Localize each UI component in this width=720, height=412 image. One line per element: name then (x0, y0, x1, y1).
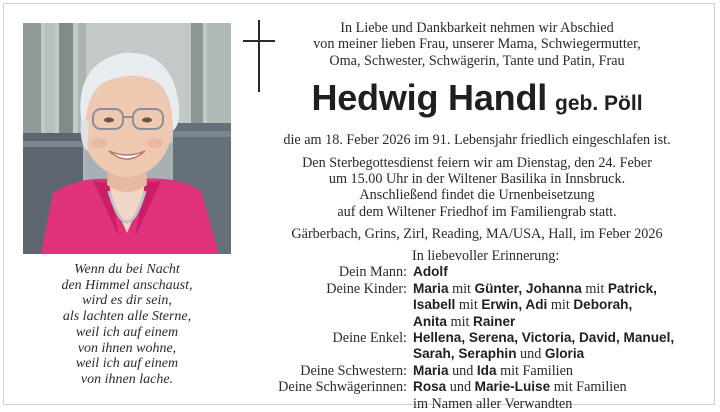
service-line: auf dem Wiltener Friedhof im Familiengrab statt. (337, 203, 617, 220)
relative-label: Deine Schwägerinnen: (278, 379, 407, 396)
connector: mit (452, 280, 471, 297)
intro-line: von meiner lieben Frau, unserer Mama, Schwiegermutter, (313, 36, 641, 53)
connector: mit Familien (500, 362, 573, 379)
service-line: Anschließend findet die Urnenbeisetzung (359, 187, 595, 204)
relative-row-sisters (232, 363, 702, 379)
relative-name: Hellena, Serena, Victoria, David, Manuel, (413, 330, 675, 346)
service-line: Den Sterbegottesdienst feiern wir am Dienstag, den 24. Feber (302, 154, 652, 171)
connector: und (520, 346, 542, 363)
birth-name: geb. Pöll (555, 92, 643, 116)
poem (23, 262, 231, 388)
portrait-photo (23, 23, 231, 254)
deceased-name-line (256, 78, 698, 126)
relative-row-husband (232, 264, 702, 280)
relative-name: Rosa (413, 379, 447, 395)
relative-name: Deborah, (573, 297, 633, 313)
relative-name: Erwin, Adi (481, 297, 548, 313)
relative-label: Deine Schwestern: (300, 362, 407, 379)
relative-row-children (232, 281, 702, 297)
intro-line: Oma, Schwester, Schwägerin, Tante und Patin, Frau (329, 52, 625, 69)
poem-line: von ihnen lache. (80, 371, 174, 387)
connector: mit (450, 313, 470, 330)
relative-name: Ida (476, 362, 497, 378)
relative-row-sisters-in-law (232, 379, 702, 395)
relative-name: Sarah, Seraphin (413, 346, 517, 362)
poem-line: wird es dir sein, (82, 293, 172, 309)
relative-row-grandchildren-cont (232, 346, 702, 362)
closing-line: im Namen aller Verwandten (413, 395, 573, 412)
relative-name: Rainer (473, 313, 516, 329)
relative-row-grandchildren (232, 330, 702, 346)
connector: mit (458, 297, 478, 314)
relative-name: Maria (413, 362, 449, 378)
remembrance-heading: In liebevoller Erinnerung: (412, 248, 560, 264)
connector: mit (585, 280, 605, 297)
poem-line: Wenn du bei Nacht (74, 262, 180, 277)
poem-line: weil ich auf einem (75, 324, 179, 340)
poem-line: den Himmel anschaust, (61, 277, 193, 293)
relative-name: Günter, Johanna (474, 280, 582, 296)
poem-line: weil ich auf einem (75, 356, 179, 372)
deceased-name: Hedwig Handl (311, 77, 548, 119)
connector: mit Familien (553, 379, 627, 396)
notice-text (256, 20, 698, 243)
relative-name: Patrick, (607, 280, 657, 296)
intro-line: In Liebe und Dankbarkeit nehmen wir Abschied (340, 20, 614, 36)
service-line: um 15.00 Uhr in der Wiltener Basilika in Innsbruck. (328, 171, 626, 188)
relative-name: Adolf (413, 264, 448, 280)
relative-row-children-cont (232, 314, 702, 330)
relative-name: Anita (413, 313, 447, 329)
relative-row-children-cont (232, 297, 702, 313)
connector: mit (550, 297, 570, 314)
relative-name: Marie-Luise (474, 379, 551, 395)
relative-label: Deine Kinder: (326, 280, 407, 297)
relatives-list (232, 248, 702, 412)
places-date: Gärberbach, Grins, Zirl, Reading, MA/USA, Hall, im Feber 2026 (291, 226, 663, 243)
connector: und (452, 362, 474, 379)
relative-name: Isabell (413, 297, 456, 313)
poem-line: von ihnen wohne, (77, 340, 177, 356)
relative-name: Maria (413, 280, 449, 296)
connector: und (449, 379, 472, 396)
poem-line: als lachten alle Sterne, (62, 309, 192, 325)
relative-label: Deine Enkel: (332, 330, 407, 347)
relative-name: Gloria (544, 346, 585, 362)
relative-label: Dein Mann: (338, 264, 407, 281)
passing-line: die am 18. Feber 2026 im 91. Lebensjahr friedlich eingeschlafen ist. (283, 132, 671, 149)
